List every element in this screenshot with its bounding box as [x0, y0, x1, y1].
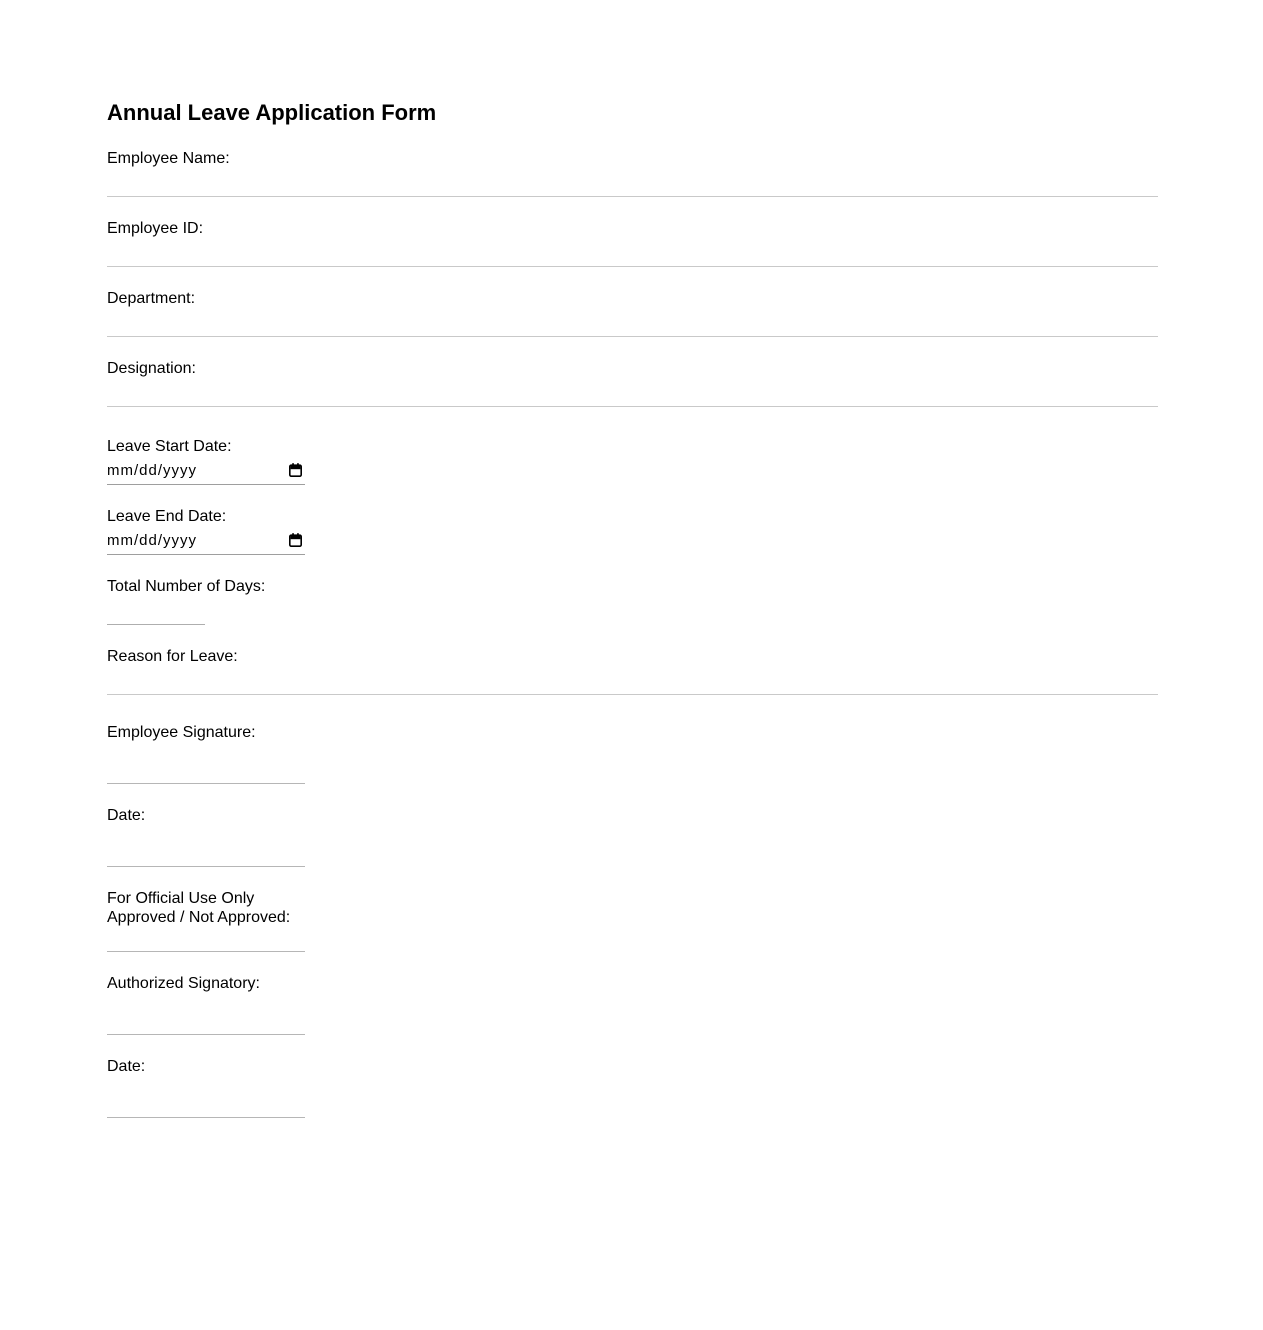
approval-field: [107, 889, 1158, 952]
total-days-field: [107, 577, 1158, 625]
employee-signature-field: [107, 723, 1158, 784]
leave-end-date-input[interactable]: [107, 526, 305, 555]
approval-label: Approved / Not Approved:: [107, 909, 291, 926]
total-days-label: Total Number of Days:: [107, 578, 266, 595]
leave-application-form: [107, 0, 1158, 1260]
designation-label: Designation:: [107, 360, 196, 377]
designation-input[interactable]: [107, 378, 1158, 407]
page-title: Annual Leave Application Form: [107, 100, 437, 125]
leave-start-date-input[interactable]: [107, 456, 305, 485]
total-days-input[interactable]: [107, 596, 205, 625]
designation-field: [107, 359, 1158, 407]
employee-signature-date-field: [107, 806, 1158, 867]
department-input[interactable]: [107, 308, 1158, 337]
reason-field: [107, 647, 1158, 695]
employee-signature-label: Employee Signature:: [107, 724, 256, 741]
approval-input[interactable]: [107, 927, 305, 952]
approval-date-label: Date:: [107, 1058, 146, 1075]
reason-input[interactable]: [107, 666, 1158, 695]
authorized-signatory-label: Authorized Signatory:: [107, 975, 260, 992]
date-placeholder-text: mm/dd/yyyy: [107, 461, 198, 479]
leave-end-date-label: Leave End Date:: [107, 508, 227, 525]
leave-start-date-label: Leave Start Date:: [107, 438, 232, 455]
leave-start-date-field: [107, 437, 1158, 485]
reason-label: Reason for Leave:: [107, 648, 238, 665]
employee-name-label: Employee Name:: [107, 150, 230, 167]
official-use-heading: For Official Use Only: [107, 890, 255, 907]
approval-date-input[interactable]: [107, 1076, 305, 1118]
employee-id-field: [107, 219, 1158, 267]
employee-signature-date-input[interactable]: [107, 825, 305, 867]
department-label: Department:: [107, 290, 196, 307]
employee-signature-date-label: Date:: [107, 807, 146, 824]
approval-date-field: [107, 1057, 1158, 1118]
employee-name-field: [107, 149, 1158, 197]
calendar-icon[interactable]: [288, 462, 303, 478]
department-field: [107, 289, 1158, 337]
authorized-signatory-input[interactable]: [107, 993, 305, 1035]
authorized-signatory-field: [107, 974, 1158, 1035]
employee-signature-input[interactable]: [107, 742, 305, 784]
date-placeholder-text: mm/dd/yyyy: [107, 531, 198, 549]
employee-id-label: Employee ID:: [107, 220, 204, 237]
employee-id-input[interactable]: [107, 238, 1158, 267]
employee-name-input[interactable]: [107, 168, 1158, 197]
calendar-icon[interactable]: [288, 532, 303, 548]
leave-end-date-field: [107, 507, 1158, 555]
